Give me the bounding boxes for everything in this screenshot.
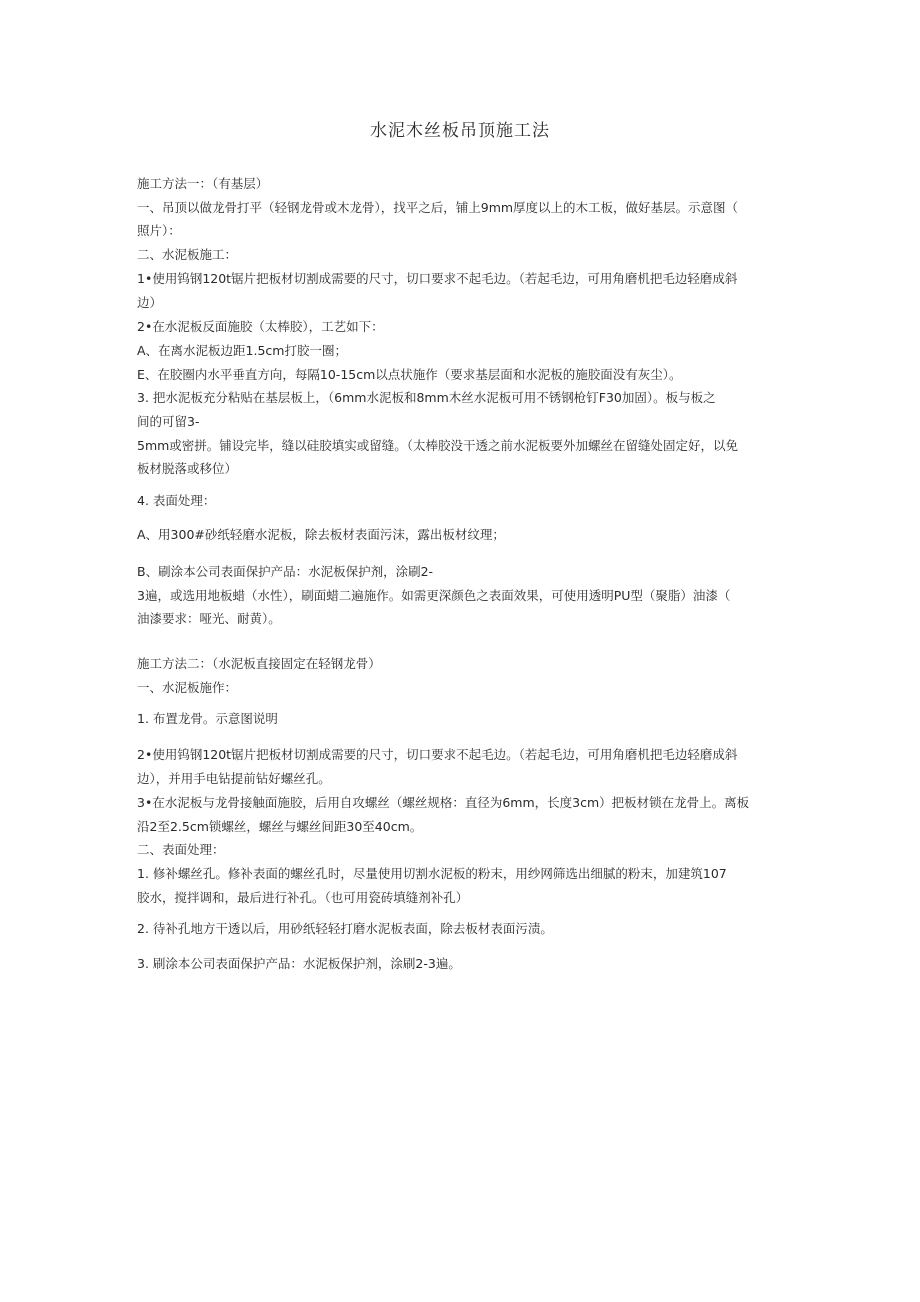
paragraph-line: B、刷涂本公司表面保护产品：水泥板保护剂，涂刷2-	[137, 564, 434, 579]
paragraph-line: 边），并用手电钻提前钻好螺丝孔。	[137, 771, 331, 786]
paragraph-line: 3. 把水泥板充分粘贴在基层板上，（6mm水泥板和8mm木丝水泥板可用不锈钢枪钉F30加固）。板与板之	[137, 390, 716, 405]
section-heading: 二、表面处理：	[137, 842, 225, 857]
section-heading: 一、水泥板施作：	[137, 680, 238, 695]
paragraph-line: 2. 待补孔地方干透以后，用砂纸轻轻打磨水泥板表面，除去板材表面污渍。	[137, 921, 553, 936]
paragraph-line: 3•在水泥板与龙骨接触面施胶，后用自攻螺丝（螺丝规格：直径为6mm，长度3cm）把板材锁在龙骨上。离板	[137, 795, 750, 810]
paragraph-line: 1•使用钨钢120t锯片把板材切割成需要的尺寸，切口要求不起毛边。（若起毛边，可用角磨机把毛边轻磨成斜	[137, 271, 738, 286]
paragraph-line: 一、吊顶以做龙骨打平（轻钢龙骨或木龙骨），找平之后，铺上9mm厚度以上的木工板，做好基层。示意图（	[137, 200, 739, 215]
paragraph-line: 板材脱落或移位）	[137, 461, 238, 476]
section-heading: 二、水泥板施工：	[137, 247, 238, 262]
paragraph-line: 间的可留3-	[137, 414, 200, 429]
paragraph-line: 1. 修补螺丝孔。修补表面的螺丝孔时，尽量使用切割水泥板的粉末，用纱网筛选出细腻的粉末，加建筑107	[137, 866, 727, 881]
paragraph-line: 2•使用钨钢120t锯片把板材切割成需要的尺寸，切口要求不起毛边。（若起毛边，可用角磨机把毛边轻磨成斜	[137, 747, 738, 762]
paragraph-line: 3. 刷涂本公司表面保护产品：水泥板保护剂，涂刷2-3遍。	[137, 956, 461, 971]
paragraph-line: 沿2至2.5cm锁螺丝，螺丝与螺丝间距30至40cm。	[137, 819, 423, 834]
paragraph-line: 5mm或密拼。铺设完毕，缝以硅胶填实或留缝。（太棒胶没干透之前水泥板要外加螺丝在留缝处固定好，以免	[137, 438, 739, 453]
paragraph-line: A、在离水泥板边距1.5cm打胶一圈；	[137, 343, 347, 358]
paragraph-line: 边）	[137, 295, 163, 310]
paragraph-line: 2•在水泥板反面施胶（太棒胶），工艺如下：	[137, 319, 384, 334]
section-heading: 4. 表面处理：	[137, 493, 216, 508]
paragraph-line: 3遍，或选用地板蜡（水性），刷面蜡二遍施作。如需更深颜色之表面效果，可使用透明PU型（聚脂）油漆（	[137, 588, 731, 603]
paragraph-line: 胶水，搅拌调和，最后进行补孔。（也可用瓷砖填缝剂补孔）	[137, 890, 469, 905]
paragraph-line: E、在胶圈内水平垂直方向，每隔10-15cm以点状施作（要求基层面和水泥板的施胶面没有灰尘）。	[137, 367, 682, 382]
method-one-heading: 施工方法一：（有基层）	[137, 176, 269, 191]
method-two-heading: 施工方法二：（水泥板直接固定在轻钢龙骨）	[137, 656, 381, 671]
document-title: 水泥木丝板吊顶施工法	[370, 121, 550, 141]
paragraph-line: 油漆要求：哑光、耐黄）。	[137, 611, 281, 626]
paragraph-line: A、用300#砂纸轻磨水泥板，除去板材表面污沫，露出板材纹理；	[137, 527, 505, 542]
paragraph-line: 1. 布置龙骨。示意图说明	[137, 711, 278, 726]
paragraph-line: 照片）：	[137, 223, 181, 238]
